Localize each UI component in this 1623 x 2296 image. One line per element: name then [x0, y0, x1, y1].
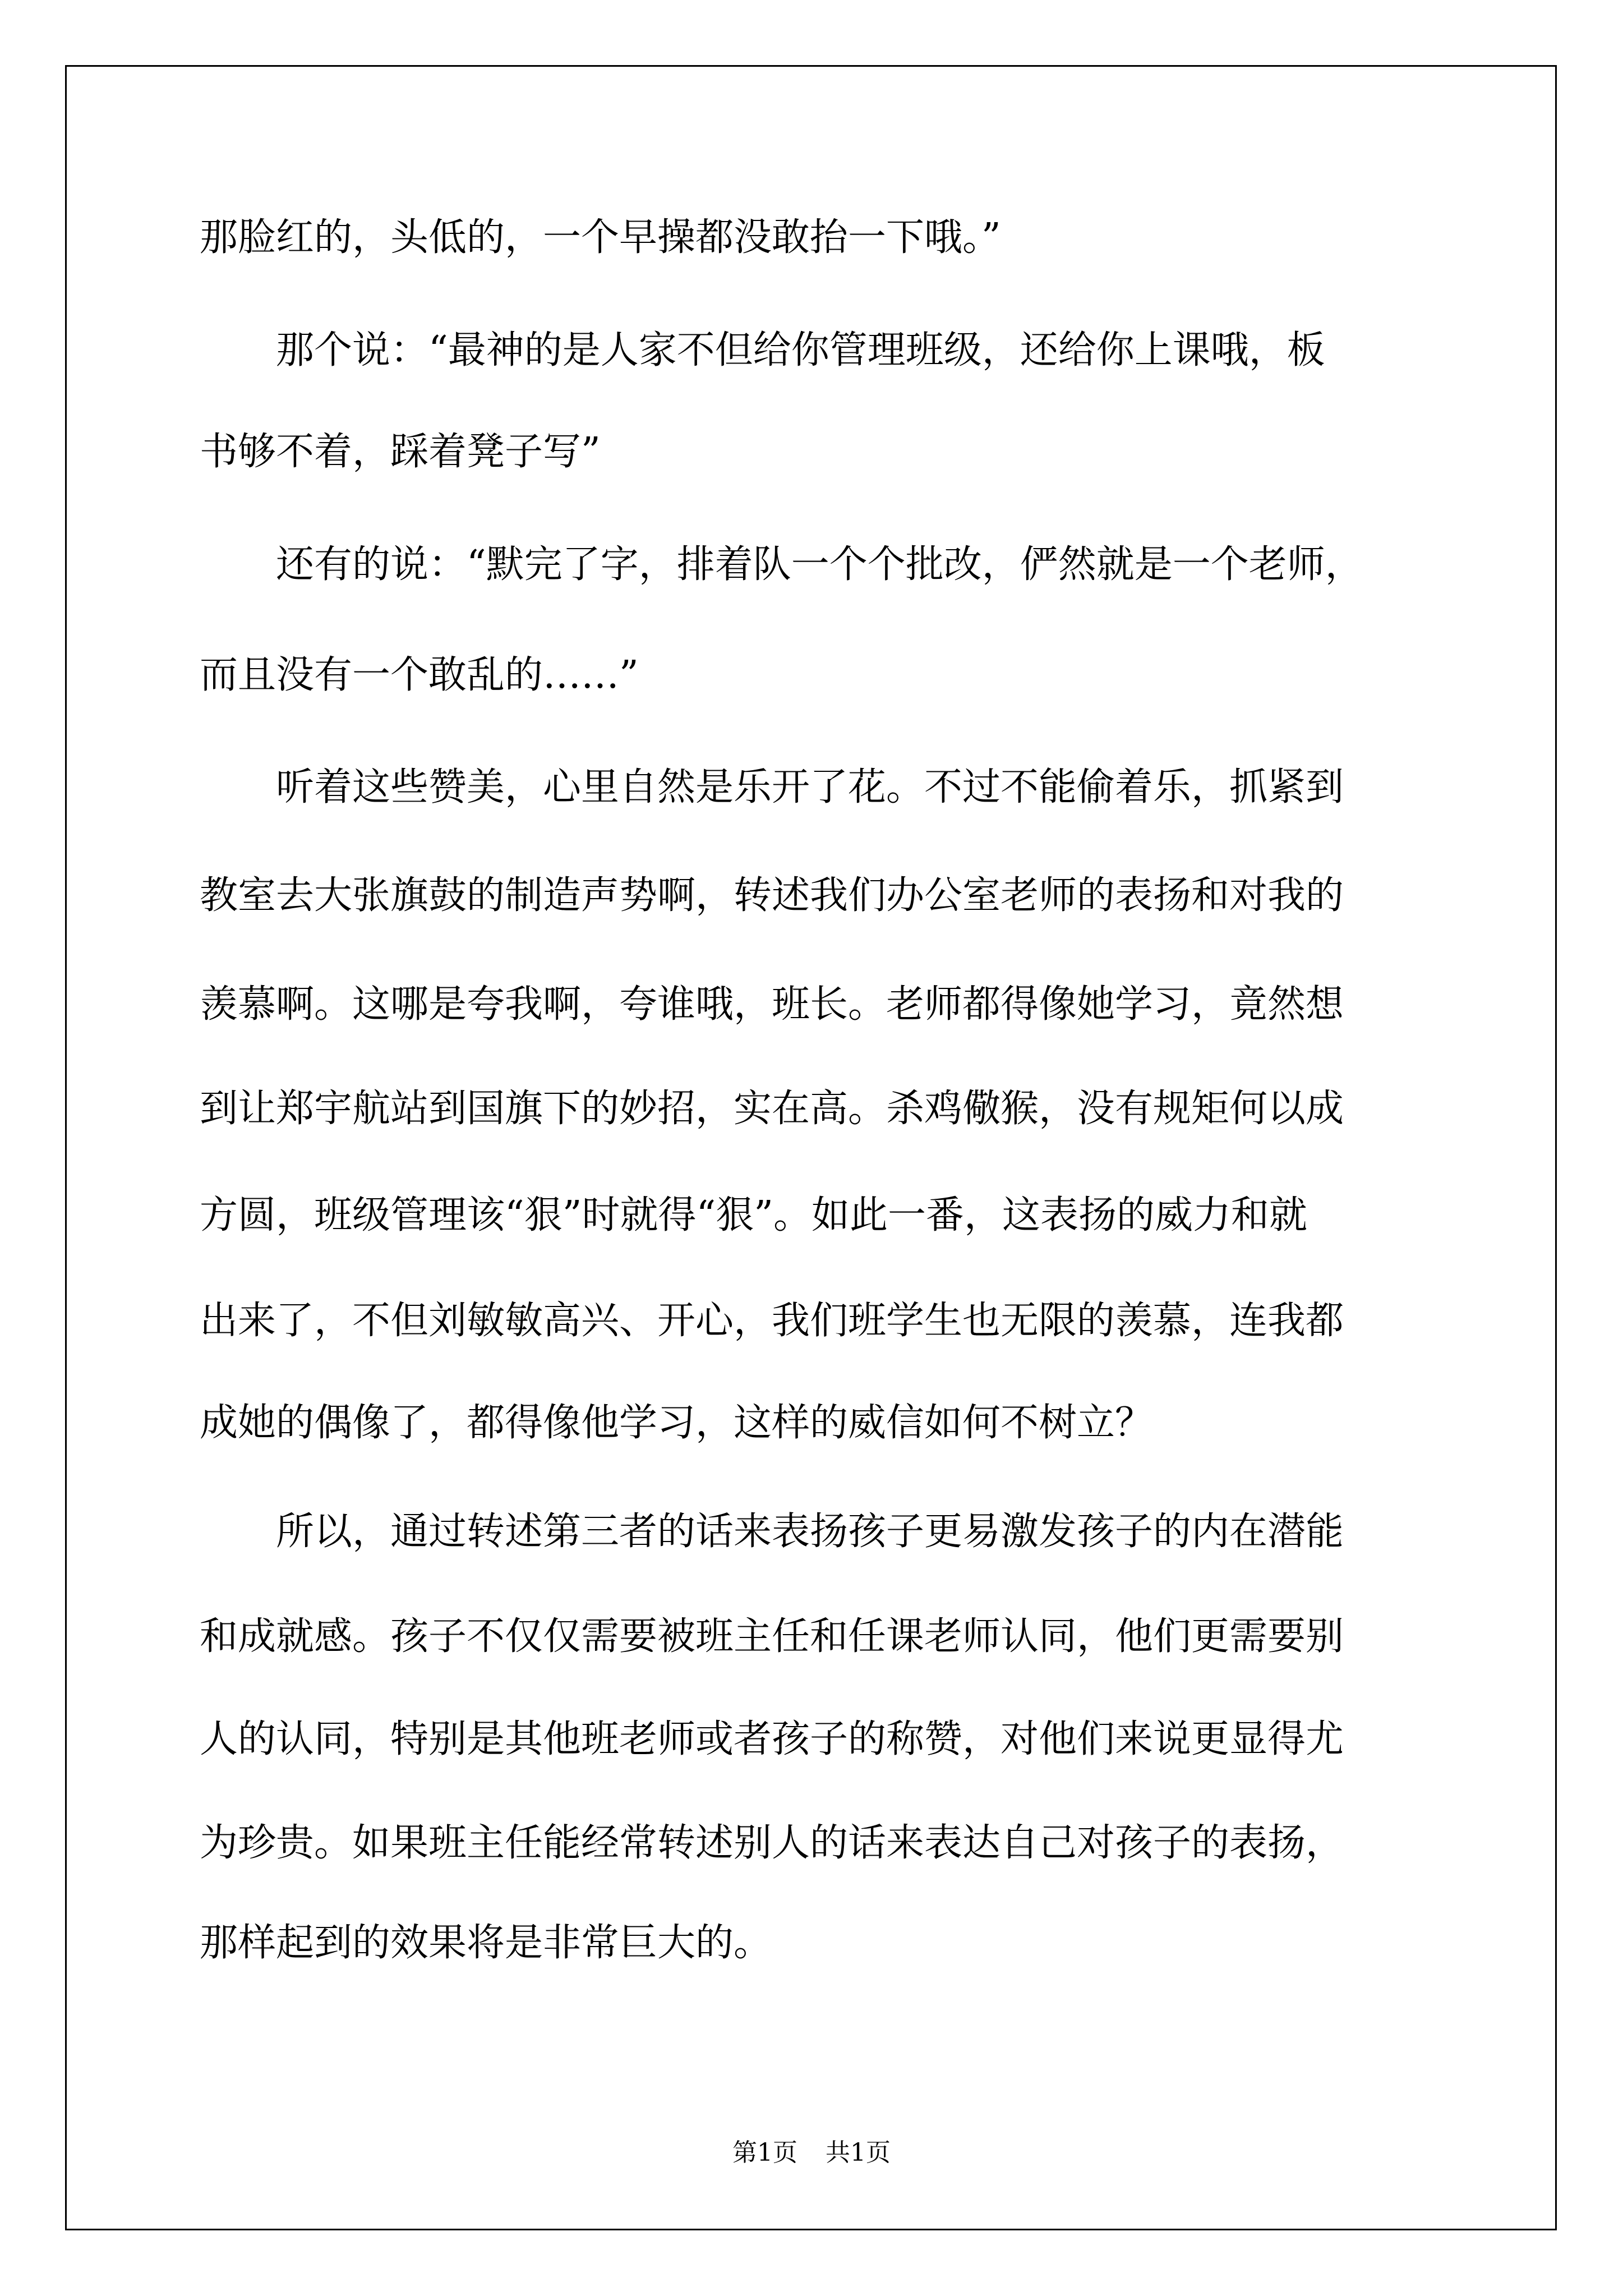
text-line: 和成就感。孩子不仅仅需要被班主任和任课老师认同，他们更需要别 — [200, 1614, 1344, 1659]
text-line: 而且没有一个敢乱的……” — [200, 653, 639, 697]
page-footer — [0, 2137, 1623, 2169]
text-line: 成她的偶像了，都得像他学习，这样的威信如何不树立？ — [200, 1401, 1154, 1445]
text-line: 还有的说：“默完了字，排着队一个个批改，俨然就是一个老师， — [200, 542, 1363, 587]
page-total: 共1页 — [826, 2138, 891, 2167]
text-line: 教室去大张旗鼓的制造声势啊，转述我们办公室老师的表扬和对我的 — [200, 873, 1344, 918]
text-line: 那样起到的效果将是非常巨大的。 — [200, 1921, 772, 1965]
text-line: 到让郑宇航站到国旗下的妙招，实在高。杀鸡儆猴，没有规矩何以成 — [200, 1087, 1344, 1131]
text-line: 听着这些赞美，心里自然是乐开了花。不过不能偷着乐，抓紧到 — [200, 765, 1344, 809]
text-line: 人的认同，特别是其他班老师或者孩子的称赞，对他们来说更显得尤 — [200, 1717, 1344, 1761]
text-line: 那个说：“最神的是人家不但给你管理班级，还给你上课哦，板 — [200, 328, 1325, 372]
text-line: 所以，通过转述第三者的话来表扬孩子更易激发孩子的内在潜能 — [200, 1510, 1344, 1554]
text-line: 羡慕啊。这哪是夸我啊，夸谁哦，班长。老师都得像她学习，竟然想 — [200, 982, 1344, 1027]
text-line: 书够不着，踩着凳子写” — [200, 430, 601, 474]
text-line: 那脸红的，头低的，一个早操都没敢抬一下哦。” — [200, 215, 1001, 260]
page-number: 第1页 — [732, 2138, 797, 2167]
text-line: 出来了，不但刘敏敏高兴、开心，我们班学生也无限的羡慕，连我都 — [200, 1299, 1344, 1343]
text-line: 为珍贵。如果班主任能经常转述别人的话来表达自己对孩子的表扬， — [200, 1821, 1344, 1865]
text-line: 方圆，班级管理该“狠”时就得“狠”。如此一番，这表扬的威力和就 — [200, 1193, 1308, 1237]
page-border — [65, 65, 1557, 2230]
